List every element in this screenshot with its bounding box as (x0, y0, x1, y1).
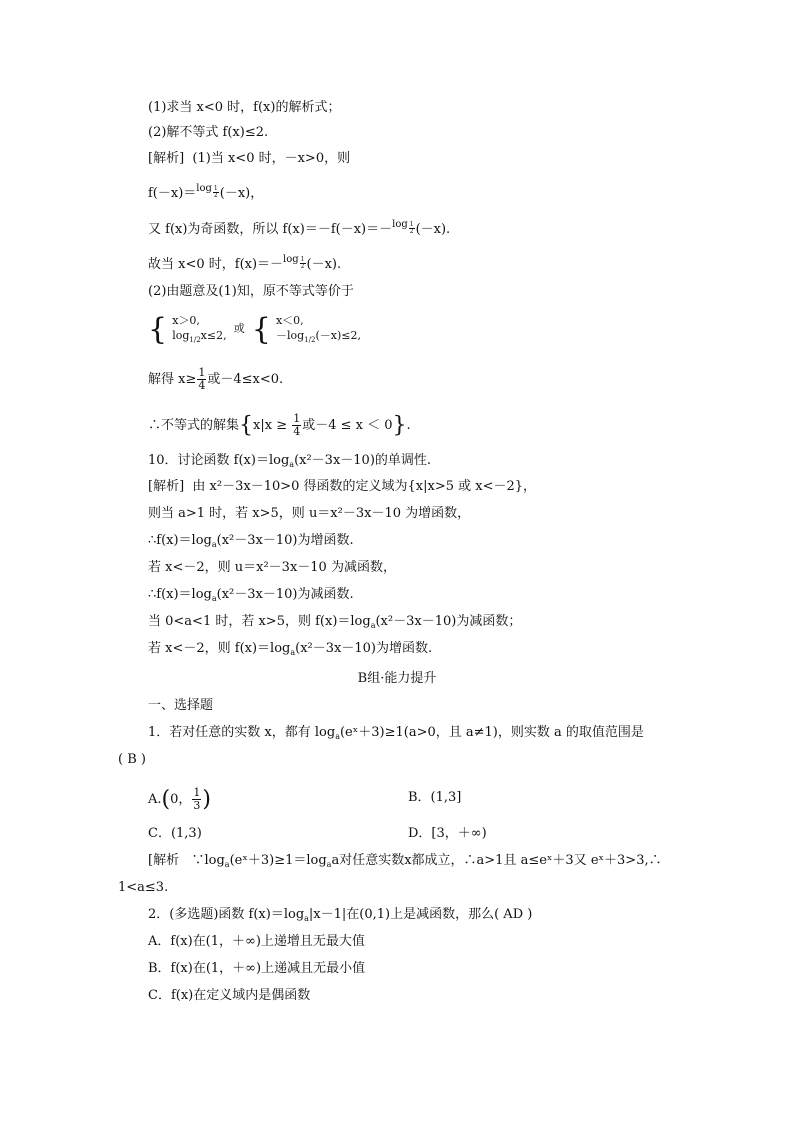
option-d: D．[3，＋∞) (408, 826, 487, 841)
line-solution-1: [解析] (1)当 x<0 时，－x>0，则 (148, 151, 351, 166)
solution-1-end: 1<a≤3. (118, 880, 169, 895)
question-1: 1．若对任意的实数 x，都有 $\log_a(eˣ+3)\ge 1(a>0$，且 a≠1)，则实数 a 的取值范围是 (148, 725, 644, 741)
section-b-heading: B组·能力提升 (357, 671, 437, 686)
fraction-quarter: $\frac{1}{4}$ (293, 412, 301, 438)
line-increasing-2: 若 x<－2，则 $f(x)=\log_a(x^2-3x-10)$为增函数. (148, 641, 433, 657)
line-f-neg-x: f(－x)＝$^{log _{\frac{1}{2}}}$ (－x)， (148, 183, 264, 201)
line-part2-intro: (2)由题意及(1)知，原不等式等价于 (148, 284, 354, 299)
line-solution-10: [解析] 由 x²－3x－10>0 得函数的定义域为{x|x>5 或 x<－2}， (148, 479, 537, 494)
line-part1: (1)求当 x<0 时，f(x)的解析式； (148, 100, 341, 115)
system-2: x＜0, $-\log_{1/2}(-x)\le 2$, (275, 314, 361, 344)
line-solution-set: ∴不等式的解集{x|x ≥ $\frac{1}{4}$ 或－4 ≤ x ＜ 0}. (148, 412, 411, 438)
log-half: log 1 2 (392, 219, 414, 235)
option-b: B．(1,3] (408, 790, 462, 805)
option-c: C．(1,3) (148, 826, 202, 841)
log-half: log 1 2 (196, 183, 218, 199)
line-odd-function: 又 f(x)为奇函数，所以 f(x)＝－f(－x)＝－$^{log _{\frac{1}{2}}}$ (－x). (148, 219, 451, 237)
question-2: 2．(多选题)函数 $f(x)=\log_a|x-1|$在(0,1)上是减函数，那么( AD ) (148, 907, 533, 923)
line-decreasing-1: $\therefore f(x)=\log_a(x^2-3x-10)$为减函数. (148, 587, 354, 603)
question-10: 10．讨论函数 $f(x)=\log_a(x^2-3x-10)$的单调性. (148, 453, 432, 469)
fraction-quarter: $\frac{1}{4}$ (198, 366, 206, 392)
line-case-a-lt-1: 当 0<a<1 时，若 x>5，则 $f(x)=\log_a(x^2-3x-10)$为减函数； (148, 614, 522, 630)
question-2-option-c: C．f(x)在定义域内是偶函数 (148, 988, 311, 1003)
question-2-option-b: B．f(x)在(1，＋∞)上递减且无最小值 (148, 961, 366, 976)
system-1: x＞0, $\log_{1/2}x\le 2$, (172, 314, 227, 344)
log-half: log 1 2 (283, 254, 305, 270)
question-2-option-a: A．f(x)在(1，＋∞)上递增且无最大值 (148, 934, 365, 949)
line-case-x-lt-neg2: 若 x<－2，则 u＝x²－3x－10 为减函数， (148, 560, 396, 575)
section-multiple-choice: 一、选择题 (148, 698, 214, 713)
solution-1: [解析 $\because\log_a(eˣ+3)\ge 1=\log_aa$对任意实数x都成立，∴a>1且 a≤eˣ＋3又 eˣ＋3>3,∴ (148, 853, 662, 869)
line-conclusion-1: 故当 x<0 时，f(x)＝－$^{log _{\frac{1}{2}}}$ (－x). (148, 254, 342, 272)
question-1-answer: ( B ) (118, 752, 146, 767)
line-part2: (2)解不等式 f(x)≤2. (148, 125, 269, 140)
inequality-system: { x＞0, $\log_{1/2}x\le 2$, 或 { x＜0, $-\log_{1/2}(-x)\le 2$, (148, 311, 361, 347)
line-solve-result: 解得 x≥ $\frac{1}{4}$ 或－4≤x<0. (148, 366, 284, 392)
fraction-third: $\frac{1}{3}$ (193, 786, 201, 812)
line-case-a-gt-1: 则当 a>1 时，若 x>5，则 u＝x²－3x－10 为增函数， (148, 506, 471, 521)
option-a: A.(0， $\frac{1}{3}$ ) (148, 786, 211, 812)
line-increasing-1: $\therefore f(x)=\log_a(x^2-3x-10)$为增函数. (148, 533, 354, 549)
